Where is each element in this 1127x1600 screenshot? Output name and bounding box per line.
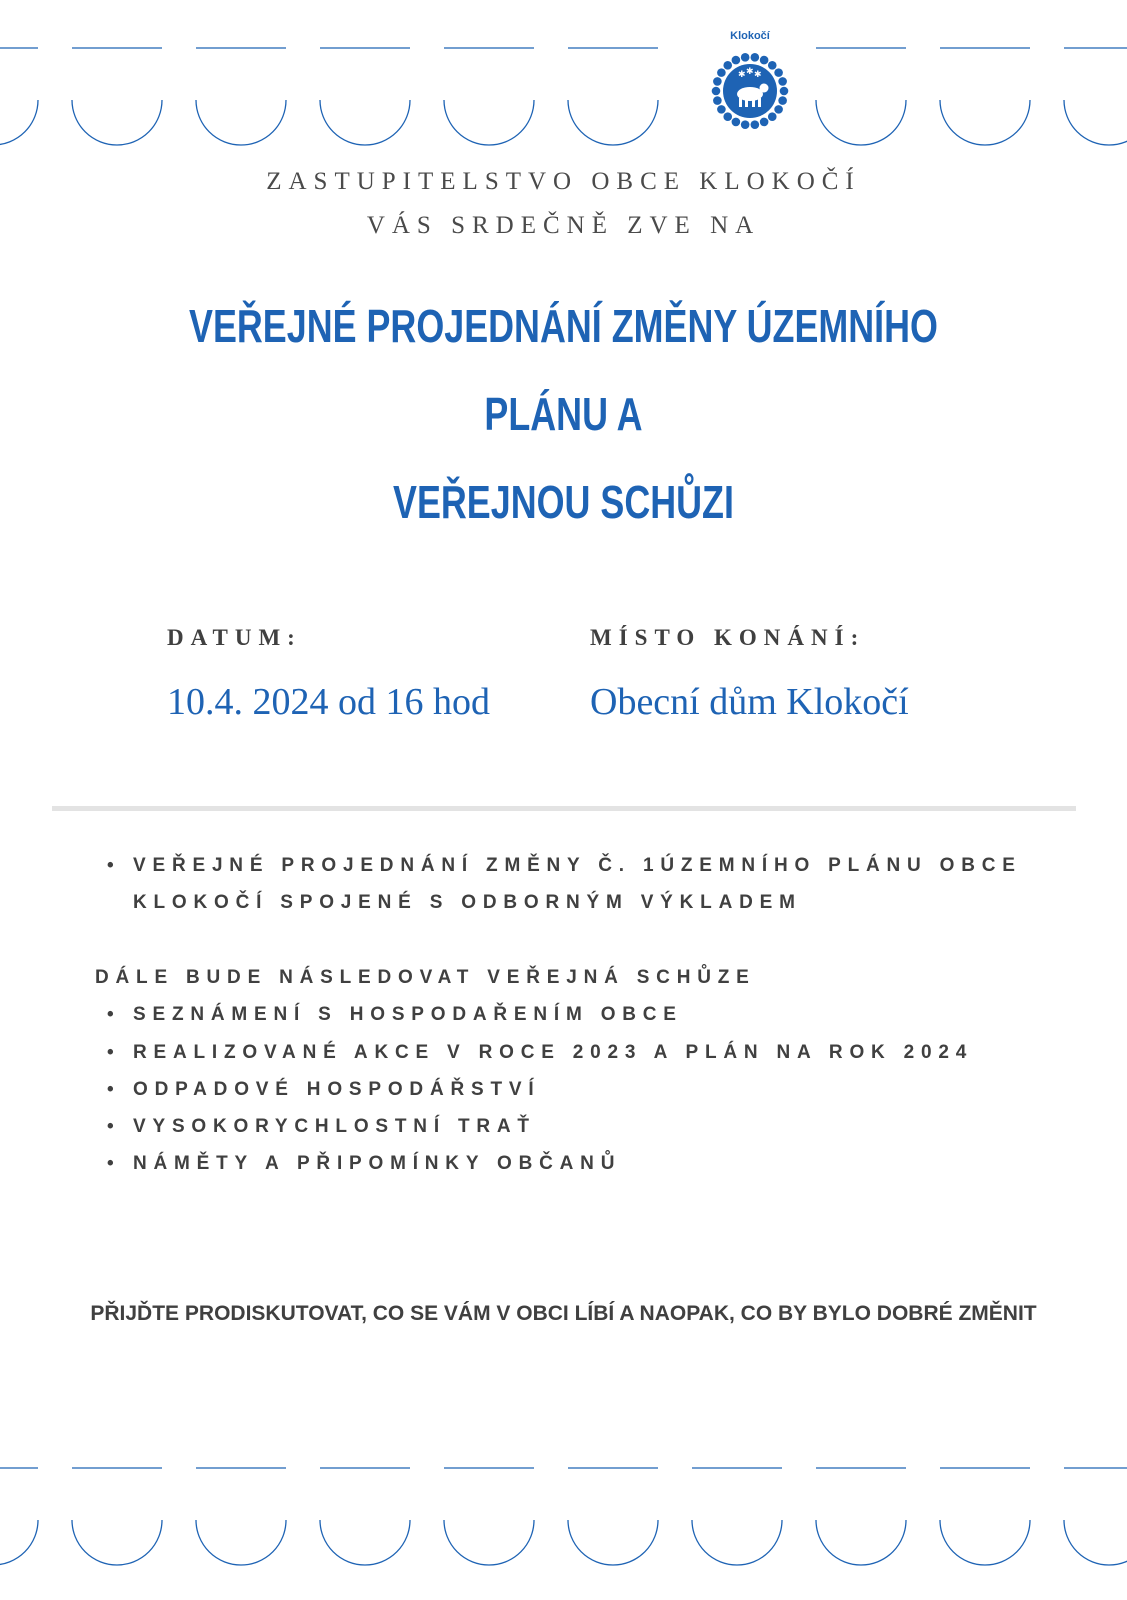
municipality-logo	[700, 30, 800, 132]
coat-of-arms-icon	[709, 50, 791, 132]
agenda-item: • ODPADOVÉ HOSPODÁŘSTVÍ	[133, 1079, 540, 1101]
intro-line-1: ZASTUPITELSTVO OBCE KLOKOČÍ	[266, 168, 861, 195]
svg-text:✱: ✱	[746, 67, 754, 77]
place-label: MÍSTO KONÁNÍ:	[590, 625, 866, 650]
title-line-2: VEŘEJNOU SCHŮZI	[393, 476, 734, 528]
agenda-item-first-line1: • VEŘEJNÉ PROJEDNÁNÍ ZMĚNY Č. 1ÚZEMNÍHO PLÁNU OBCE	[133, 855, 1022, 877]
closing-text: PŘIJĎTE PRODISKUTOVAT, CO SE VÁM V OBCI LÍBÍ A NAOPAK, CO BY BYLO DOBRÉ ZMĚNIT	[90, 1302, 1037, 1325]
agenda-item: • SEZNÁMENÍ S HOSPODAŘENÍM OBCE	[133, 1004, 683, 1026]
title-line-1: VEŘEJNÉ PROJEDNÁNÍ ZMĚNY ÚZEMNÍHO PLÁNU A	[189, 300, 938, 440]
svg-text:✱: ✱	[754, 70, 762, 80]
agenda-followup: DÁLE BUDE NÁSLEDOVAT VEŘEJNÁ SCHŮZE	[95, 967, 756, 988]
svg-text:✱: ✱	[738, 70, 746, 80]
logo-name: Klokočí	[730, 30, 770, 42]
agenda-item: • VYSOKORYCHLOSTNÍ TRAŤ	[133, 1116, 536, 1138]
agenda-item-first-line2: KLOKOČÍ SPOJENÉ S ODBORNÝM VÝKLADEM	[133, 892, 802, 913]
agenda-item: • NÁMĚTY A PŘIPOMÍNKY OBČANŮ	[133, 1153, 621, 1175]
divider	[52, 806, 1076, 811]
agenda-item: • REALIZOVANÉ AKCE V ROCE 2023 A PLÁN NA ROK 2024	[133, 1042, 973, 1064]
bottom-scallop-border	[0, 1450, 1127, 1580]
page-title	[155, 282, 972, 546]
top-scallop-border	[0, 30, 1127, 160]
date-value: 10.4. 2024 od 16 hod	[167, 681, 490, 723]
date-label: DATUM:	[167, 625, 302, 650]
intro-line-2: VÁS SRDEČNĚ ZVE NA	[366, 212, 761, 239]
place-value: Obecní dům Klokočí	[590, 681, 909, 723]
